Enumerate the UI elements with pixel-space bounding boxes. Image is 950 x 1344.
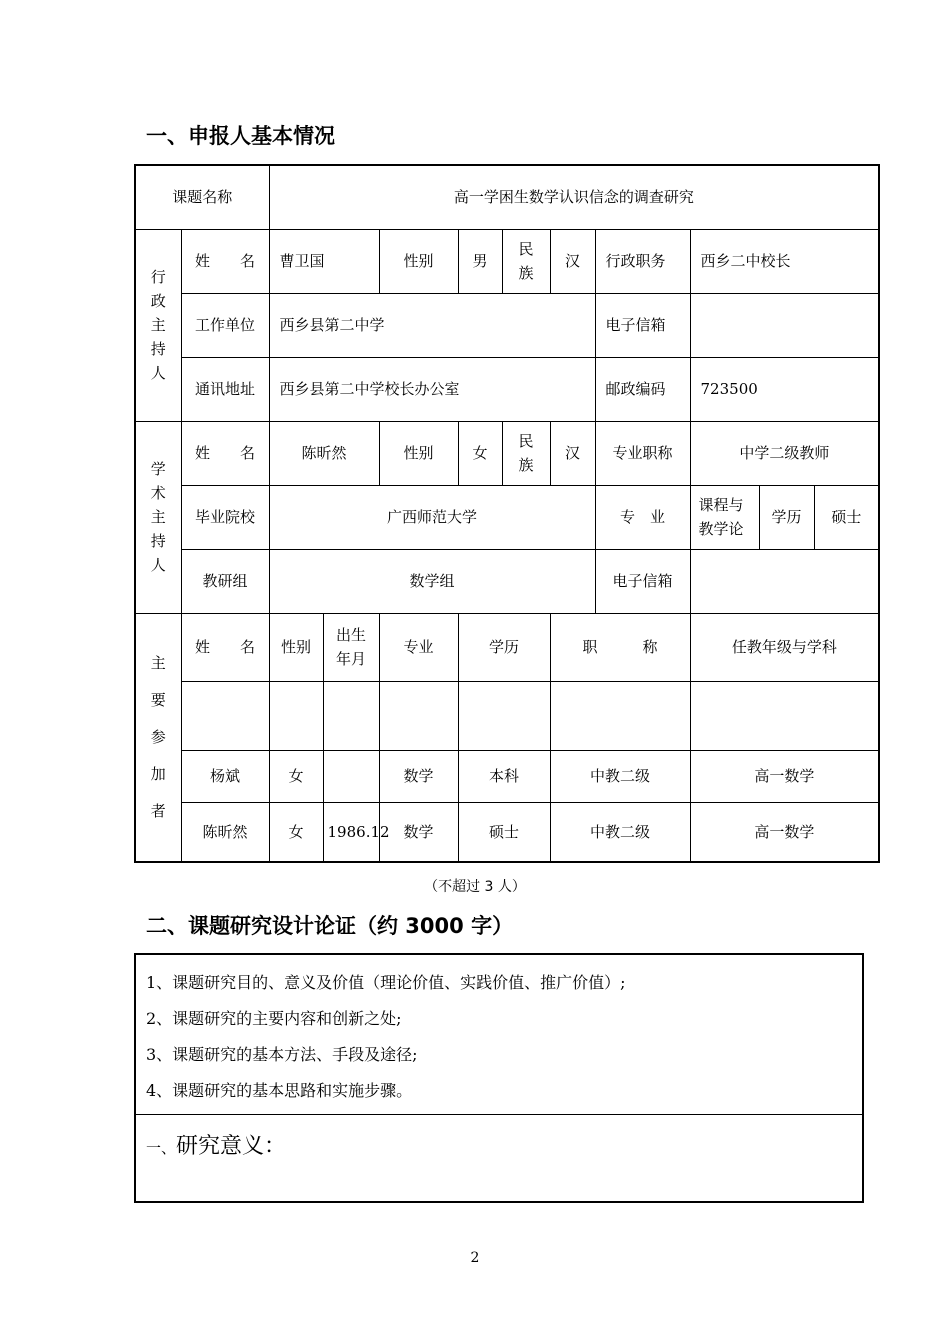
participant-birth: [323, 750, 379, 802]
participant-title: 中教二级: [550, 750, 690, 802]
participants-header-teaching: 任教年级与学科: [690, 613, 879, 681]
admin-gender: 男: [458, 229, 502, 293]
section-1-title: 一、申报人基本情况: [146, 124, 335, 148]
academic-ethnic: 汉: [550, 421, 595, 485]
participant-name: [181, 681, 269, 750]
applicant-info-table: [134, 164, 880, 863]
admin-gender-label: 性别: [379, 229, 458, 293]
participant-limit-note: （不超过 3 人）: [424, 879, 526, 895]
subsection-number: 一、: [146, 1139, 177, 1157]
academic-host-row-3: [135, 549, 879, 613]
topic-row: [135, 165, 879, 229]
academic-host-label: 学 术 主 持 人: [135, 421, 181, 613]
participants-header-birth: 出生年月: [323, 613, 379, 681]
design-argument-box: [134, 953, 864, 1203]
participant-birth: 1986.12: [323, 802, 379, 862]
admin-position: 西乡二中校长: [690, 229, 879, 293]
academic-title: 中学二级教师: [690, 421, 879, 485]
participants-header-degree: 学历: [458, 613, 550, 681]
participants-header-gender: 性别: [269, 613, 323, 681]
admin-address: 西乡县第二中学校长办公室: [269, 357, 595, 421]
academic-email: [690, 549, 879, 613]
list-item: 3、课题研究的基本方法、手段及途径;: [146, 1045, 418, 1064]
participant-title: [550, 681, 690, 750]
participant-major: [379, 681, 458, 750]
admin-position-label: 行政职务: [595, 229, 690, 293]
table-row: [135, 750, 879, 802]
participant-name: 杨斌: [181, 750, 269, 802]
academic-school-label: 毕业院校: [181, 485, 269, 549]
list-item: 1、课题研究目的、意义及价值（理论价值、实践价值、推广价值）;: [146, 973, 626, 992]
academic-major: 课程与教学论: [690, 485, 759, 549]
table-row: [135, 802, 879, 862]
participant-gender: [269, 681, 323, 750]
participant-name: 陈昕然: [181, 802, 269, 862]
list-item: 2、课题研究的主要内容和创新之处;: [146, 1009, 402, 1028]
academic-degree-label: 学历: [759, 485, 814, 549]
participant-gender: 女: [269, 750, 323, 802]
admin-host-row-1: [135, 229, 879, 293]
academic-host-row-1: [135, 421, 879, 485]
participant-major: 数学: [379, 750, 458, 802]
participant-title: 中教二级: [550, 802, 690, 862]
academic-ethnic-label: 民族: [502, 421, 550, 485]
admin-host-row-2: [135, 293, 879, 357]
participants-label: 主 要 参 加 者: [135, 613, 181, 862]
academic-group-label: 教研组: [181, 549, 269, 613]
participant-gender: 女: [269, 802, 323, 862]
participants-header-title: 职 称: [550, 613, 690, 681]
academic-title-label: 专业职称: [595, 421, 690, 485]
admin-host-label: 行 政 主 持 人: [135, 229, 181, 421]
admin-host-row-3: [135, 357, 879, 421]
subsection-title: 研究意义：: [176, 1134, 287, 1159]
participant-birth: [323, 681, 379, 750]
admin-email-label: 电子信箱: [595, 293, 690, 357]
admin-postcode-label: 邮政编码: [595, 357, 690, 421]
participant-teaching: 高一数学: [690, 750, 879, 802]
topic-value: 高一学困生数学认识信念的调查研究: [269, 165, 879, 229]
admin-ethnic: 汉: [550, 229, 595, 293]
admin-email: [690, 293, 879, 357]
admin-name-label: 姓 名: [181, 229, 269, 293]
section-2-title: 二、课题研究设计论证（约 3000 字）: [146, 914, 514, 938]
participant-degree: 硕士: [458, 802, 550, 862]
research-significance-heading: [136, 1115, 862, 1160]
participant-degree: 本科: [458, 750, 550, 802]
participant-major: 数学: [379, 802, 458, 862]
participants-header-name: 姓 名: [181, 613, 269, 681]
academic-email-label: 电子信箱: [595, 549, 690, 613]
academic-group: 数学组: [269, 549, 595, 613]
academic-name-label: 姓 名: [181, 421, 269, 485]
participants-header-row: [135, 613, 879, 681]
academic-degree: 硕士: [814, 485, 879, 549]
topic-label: 课题名称: [135, 165, 269, 229]
table-row: [135, 681, 879, 750]
academic-major-label: 专 业: [595, 485, 690, 549]
page-number: 2: [470, 1250, 480, 1266]
participant-teaching: [690, 681, 879, 750]
academic-gender: 女: [458, 421, 502, 485]
admin-address-label: 通讯地址: [181, 357, 269, 421]
academic-name: 陈昕然: [269, 421, 379, 485]
participants-header-major: 专业: [379, 613, 458, 681]
requirement-list: [136, 955, 862, 1115]
academic-gender-label: 性别: [379, 421, 458, 485]
admin-unit-label: 工作单位: [181, 293, 269, 357]
admin-name: 曹卫国: [269, 229, 379, 293]
participant-teaching: 高一数学: [690, 802, 879, 862]
admin-ethnic-label: 民族: [502, 229, 550, 293]
participant-degree: [458, 681, 550, 750]
academic-school: 广西师范大学: [269, 485, 595, 549]
admin-postcode: 723500: [690, 357, 879, 421]
list-item: 4、课题研究的基本思路和实施步骤。: [146, 1081, 413, 1100]
admin-unit: 西乡县第二中学: [269, 293, 595, 357]
academic-host-row-2: [135, 485, 879, 549]
